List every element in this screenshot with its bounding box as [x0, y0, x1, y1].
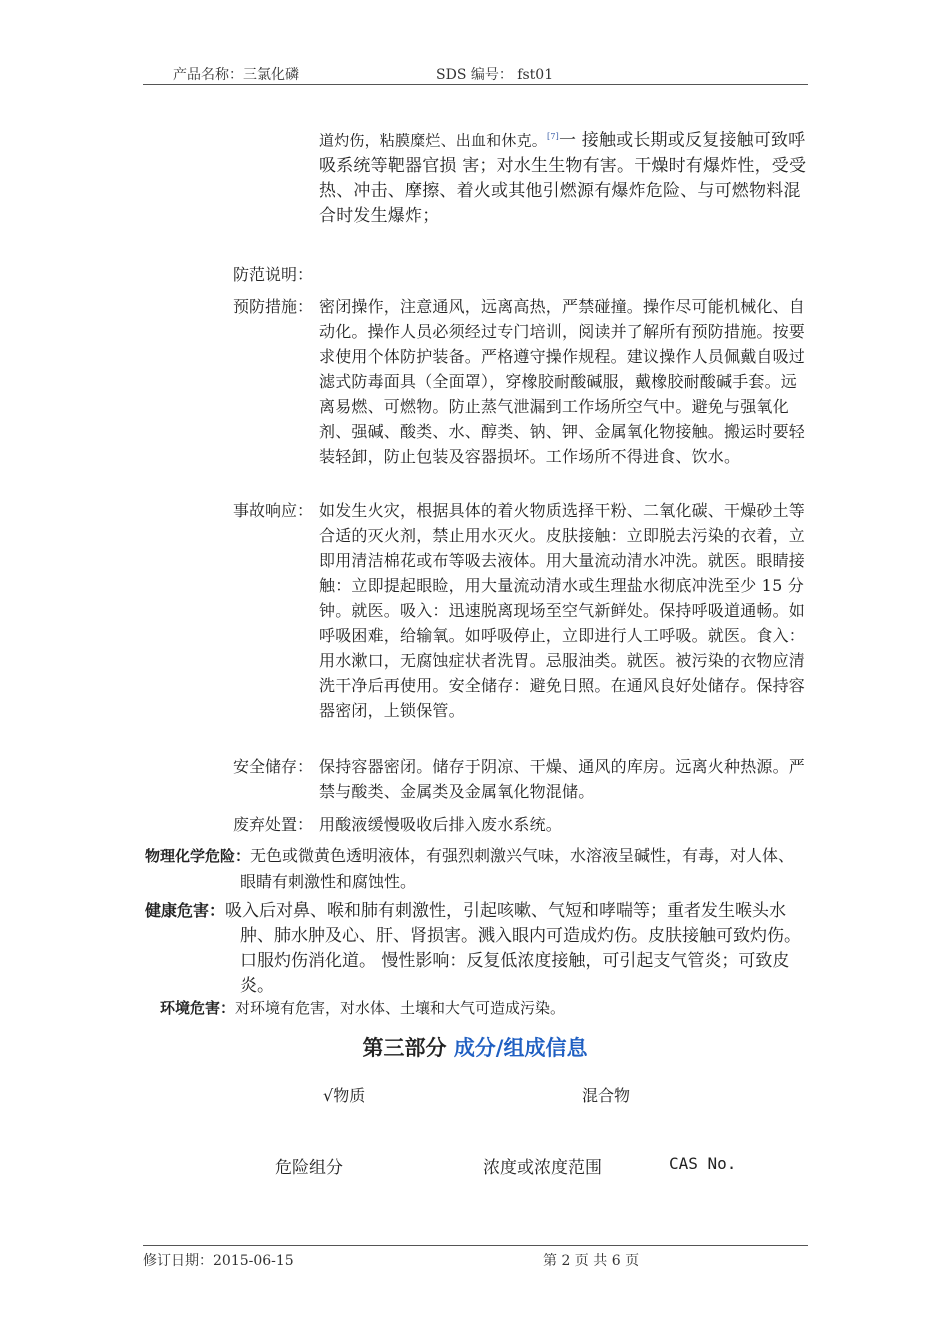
product-name: 产品名称：三氯化磷 [173, 67, 299, 83]
section3-heading: 成分/组成信息 [453, 1036, 588, 1060]
section3-prefix: 第三部分 [362, 1036, 454, 1060]
page-number: 第 2 页 共 6 页 [543, 1253, 640, 1269]
substance-option: √物质 [323, 1086, 366, 1105]
environment-text: 对环境有危害，对水体、土壤和大气可造成污染。 [235, 999, 566, 1017]
col-component: 危险组分 [275, 1158, 343, 1178]
environment-label: 环境危害： [160, 999, 236, 1017]
section3-title [0, 1032, 950, 1062]
prevention-label: 预防措施： [233, 297, 314, 316]
disposal-text: 用酸液缓慢吸收后排入废水系统。 [319, 815, 563, 834]
response-label: 事故响应： [233, 501, 314, 520]
storage-text: 保持容器密闭。储存于阴凉、干燥、通风的库房。远离火种热源。严禁与酸类、金属类及金属氧化物混储。 [319, 757, 806, 801]
hazard-continuation [319, 124, 811, 229]
mixture-option: 混合物 [582, 1086, 631, 1105]
col-cas: CAS No. [669, 1154, 737, 1173]
health-hazard [145, 898, 810, 999]
col-concentration: 浓度或浓度范围 [483, 1158, 602, 1178]
revision-date: 修订日期：2015-06-15 [143, 1253, 294, 1269]
reference-mark[interactable]: [7] [547, 132, 559, 141]
prevention-text: 密闭操作，注意通风，远离高热，严禁碰撞。操作尽可能机械化、自动化。操作人员必须经过专门培训，阅读并了解所有预防措施。按要求使用个体防护装备。严格遵守操作规程。建议操作人员佩戴自吸过滤式防毒面具（全面罩），穿橡胶耐酸碱服，戴橡胶耐酸碱手套。远离易燃、可燃物。防止蒸气泄漏到工作场所空气中。避免与强氧化剂、强碱、酸类、水、醇类、钠、钾、金属氧化物接触。搬运时要轻装轻卸，防止包装及容器损坏。工作场所不得进食、饮水。 [319, 297, 806, 466]
hazard-text-a: 道灼伤，粘膜糜烂、出血和休克。 [319, 131, 548, 150]
physchem-hazard [145, 843, 810, 894]
response-text: 如发生火灾，根据具体的着火物质选择干粉、二氧化碳、干燥砂土等合适的灭火剂，禁止用水灭火。皮肤接触：立即脱去污染的衣着，立即用清洁棉花或布等吸去液体。用大量流动清水冲洗。就医。眼睛接触：立即提起眼睑，用大量流动清水或生理盐水彻底冲洗至少 15 分钟。就医。吸入：迅速脱离现场至空气新鲜处。保持呼吸道通畅。如呼吸困难，给输氧。如呼吸停止，立即进行人工呼吸。就医。食入：用水漱口，无腐蚀症状者洗胃。忌服油类。就医。被污染的衣物应清洗干净后再使用。安全储存：避免日照。在通风良好处储存。保持容器密闭，上锁保管。 [319, 501, 806, 720]
sds-number: SDS 编号： fst01 [436, 67, 554, 83]
disposal-label: 废弃处置： [233, 815, 314, 834]
hazard-text-b: 一 接触或长期或反复接触可致呼吸系统等靶器官损 害；对水生生物有害。干燥时有爆炸性，受受热、冲击、摩擦、着火或其他引燃源有爆炸危险、与可燃物料混合时发生爆炸； [319, 130, 807, 226]
storage-label: 安全储存： [233, 757, 314, 776]
physchem-text: 无色或微黄色透明液体，有强烈刺激兴气味，水溶液呈碱性，有毒，对人体、眼睛有刺激性和腐蚀性。 [240, 846, 795, 891]
environment-hazard [160, 996, 810, 1021]
precaution-heading: 防范说明： [233, 265, 314, 284]
footer-rule [143, 1245, 808, 1246]
health-label: 健康危害： [145, 901, 226, 920]
health-text: 吸入后对鼻、喉和肺有刺激性，引起咳嗽、气短和哮喘等；重者发生喉头水肿、肺水肿及心、肝、肾损害。溅入眼内可造成灼伤。皮肤接触可致灼伤。口服灼伤消化道。 慢性影响：反复低浓度接触，可引起支气管炎；可致皮炎。 [225, 901, 801, 996]
physchem-label: 物理化学危险： [145, 847, 251, 865]
header-rule [143, 84, 808, 85]
